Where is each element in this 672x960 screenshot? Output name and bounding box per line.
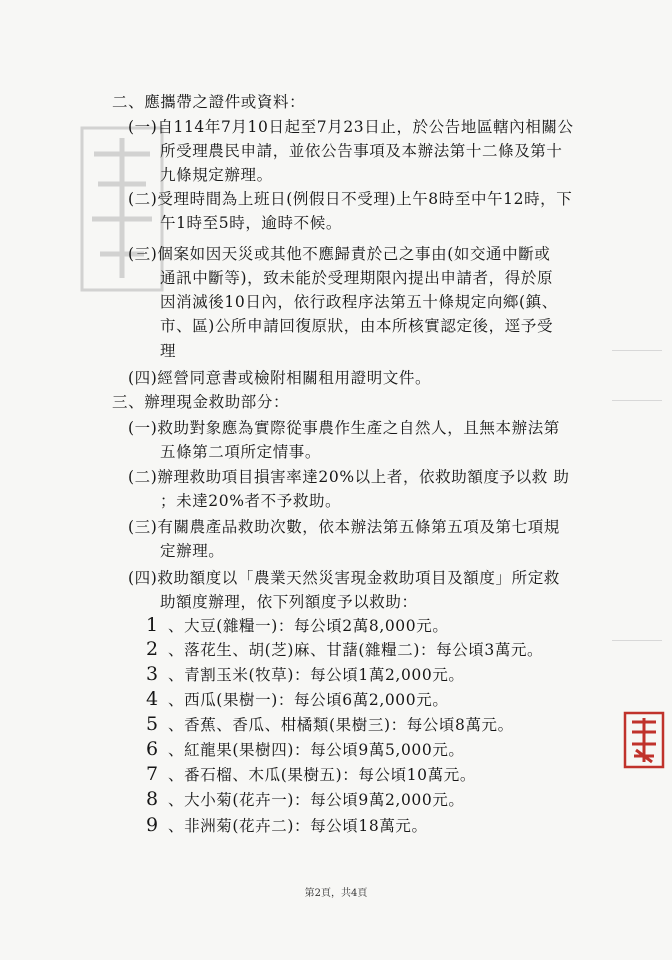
section-two-item-2-line-2: 午1時至5時，逾時不候。 (160, 214, 342, 232)
crop-item (146, 788, 465, 810)
section-three-heading: 三、辦理現金救助部分： (112, 393, 290, 411)
crop-number: 8 (146, 788, 159, 810)
section-three-item-1-line-1: (一)救助對象應為實際從事農作生產之自然人，且無本辦法第 (128, 419, 560, 437)
crop-text: 、青割玉米(牧草)：每公頃1萬2,000元。 (168, 666, 465, 684)
section-three-item-1-line-2: 五條第二項所定情事。 (160, 443, 322, 461)
crop-item (146, 614, 448, 636)
section-two-item-3-line-2: 通訊中斷等)，致未能於受理期限內提出申請者，得於原 (160, 269, 554, 287)
section-three-item-4-line-1: (四)救助額度以「農業天然災害現金救助項目及額度」所定救 (128, 569, 560, 587)
section-three-item-2-line-1: (二)辦理救助項目損害率達20%以上者，依救助額度予以救 助 (128, 468, 570, 486)
section-three-item-3-line-1: (三)有關農產品救助次數，依本辦法第五條第五項及第七項規 (128, 518, 560, 536)
section-two-item-1-line-3: 九條規定辦理。 (160, 166, 273, 184)
section-two-item-3-line-5: 理 (160, 342, 177, 360)
crop-text: 、大小菊(花卉一)：每公頃9萬2,000元。 (168, 791, 465, 809)
crop-text: 、香蕉、香瓜、柑橘類(果樹三)：每公頃8萬元。 (168, 716, 514, 734)
crop-number: 5 (146, 713, 159, 735)
crop-number: 4 (146, 688, 159, 710)
crop-item (146, 688, 448, 710)
bleed-through-line (612, 350, 662, 351)
page-number-footer: 第2頁，共4頁 (304, 888, 368, 899)
crop-text: 、西瓜(果樹一)：每公頃6萬2,000元。 (168, 691, 449, 709)
section-three-item-4-line-2: 助額度辦理，依下列額度予以救助： (160, 593, 418, 611)
bleed-through-line (612, 400, 662, 401)
crop-item (146, 763, 476, 785)
crop-item (146, 663, 465, 685)
crop-item (146, 738, 465, 760)
crop-item (146, 814, 428, 836)
crop-text: 、紅龍果(果樹四)：每公頃9萬5,000元。 (168, 741, 465, 759)
crop-item (146, 713, 514, 735)
crop-text: 、番石榴、木瓜(果樹五)：每公頃10萬元。 (168, 766, 476, 784)
section-two-item-3-line-4: 市、區)公所申請回復原狀，由本所核實認定後，逕予受 (160, 317, 554, 335)
crop-number: 9 (146, 814, 159, 836)
section-two-heading: 二、應攜帶之證件或資料： (112, 93, 306, 111)
crop-number: 1 (146, 614, 159, 636)
crop-text: 、大豆(雜糧一)：每公頃2萬8,000元。 (168, 617, 449, 635)
section-two-item-3-line-3: 因消滅後10日內，依行政程序法第五十條規定向鄉(鎮、 (160, 293, 558, 311)
crop-number: 3 (146, 663, 159, 685)
crop-number: 7 (146, 763, 159, 785)
crop-number: 2 (146, 638, 159, 660)
bleed-through-line (612, 640, 662, 641)
crop-number: 6 (146, 738, 159, 760)
crop-text: 、落花生、胡(芝)麻、甘藷(雜糧二)：每公頃3萬元。 (168, 641, 544, 659)
section-three-item-3-line-2: 定辦理。 (160, 542, 225, 560)
section-two-item-1-line-1: (一)自114年7月10日起至7月23日止，於公告地區轄內相關公 (128, 118, 574, 136)
crop-item (146, 638, 543, 660)
section-two-item-3-line-1: (三)個案如因天災或其他不應歸責於己之事由(如交通中斷或 (128, 245, 551, 263)
section-two-item-2-line-1: (二)受理時間為上班日(例假日不受理)上午8時至中午12時，下 (128, 190, 573, 208)
section-two-item-1-line-2: 所受理農民申請，並依公告事項及本辦法第十二條及第十 (160, 142, 563, 160)
section-two-item-4-line-1: (四)經營同意書或檢附相關租用證明文件。 (128, 369, 432, 387)
faded-official-seal (78, 124, 166, 294)
section-three-item-2-line-2: ；未達20%者不予救助。 (160, 492, 342, 510)
crop-text: 、非洲菊(花卉二)：每公頃18萬元。 (168, 817, 428, 835)
red-seal-stamp (622, 710, 666, 770)
